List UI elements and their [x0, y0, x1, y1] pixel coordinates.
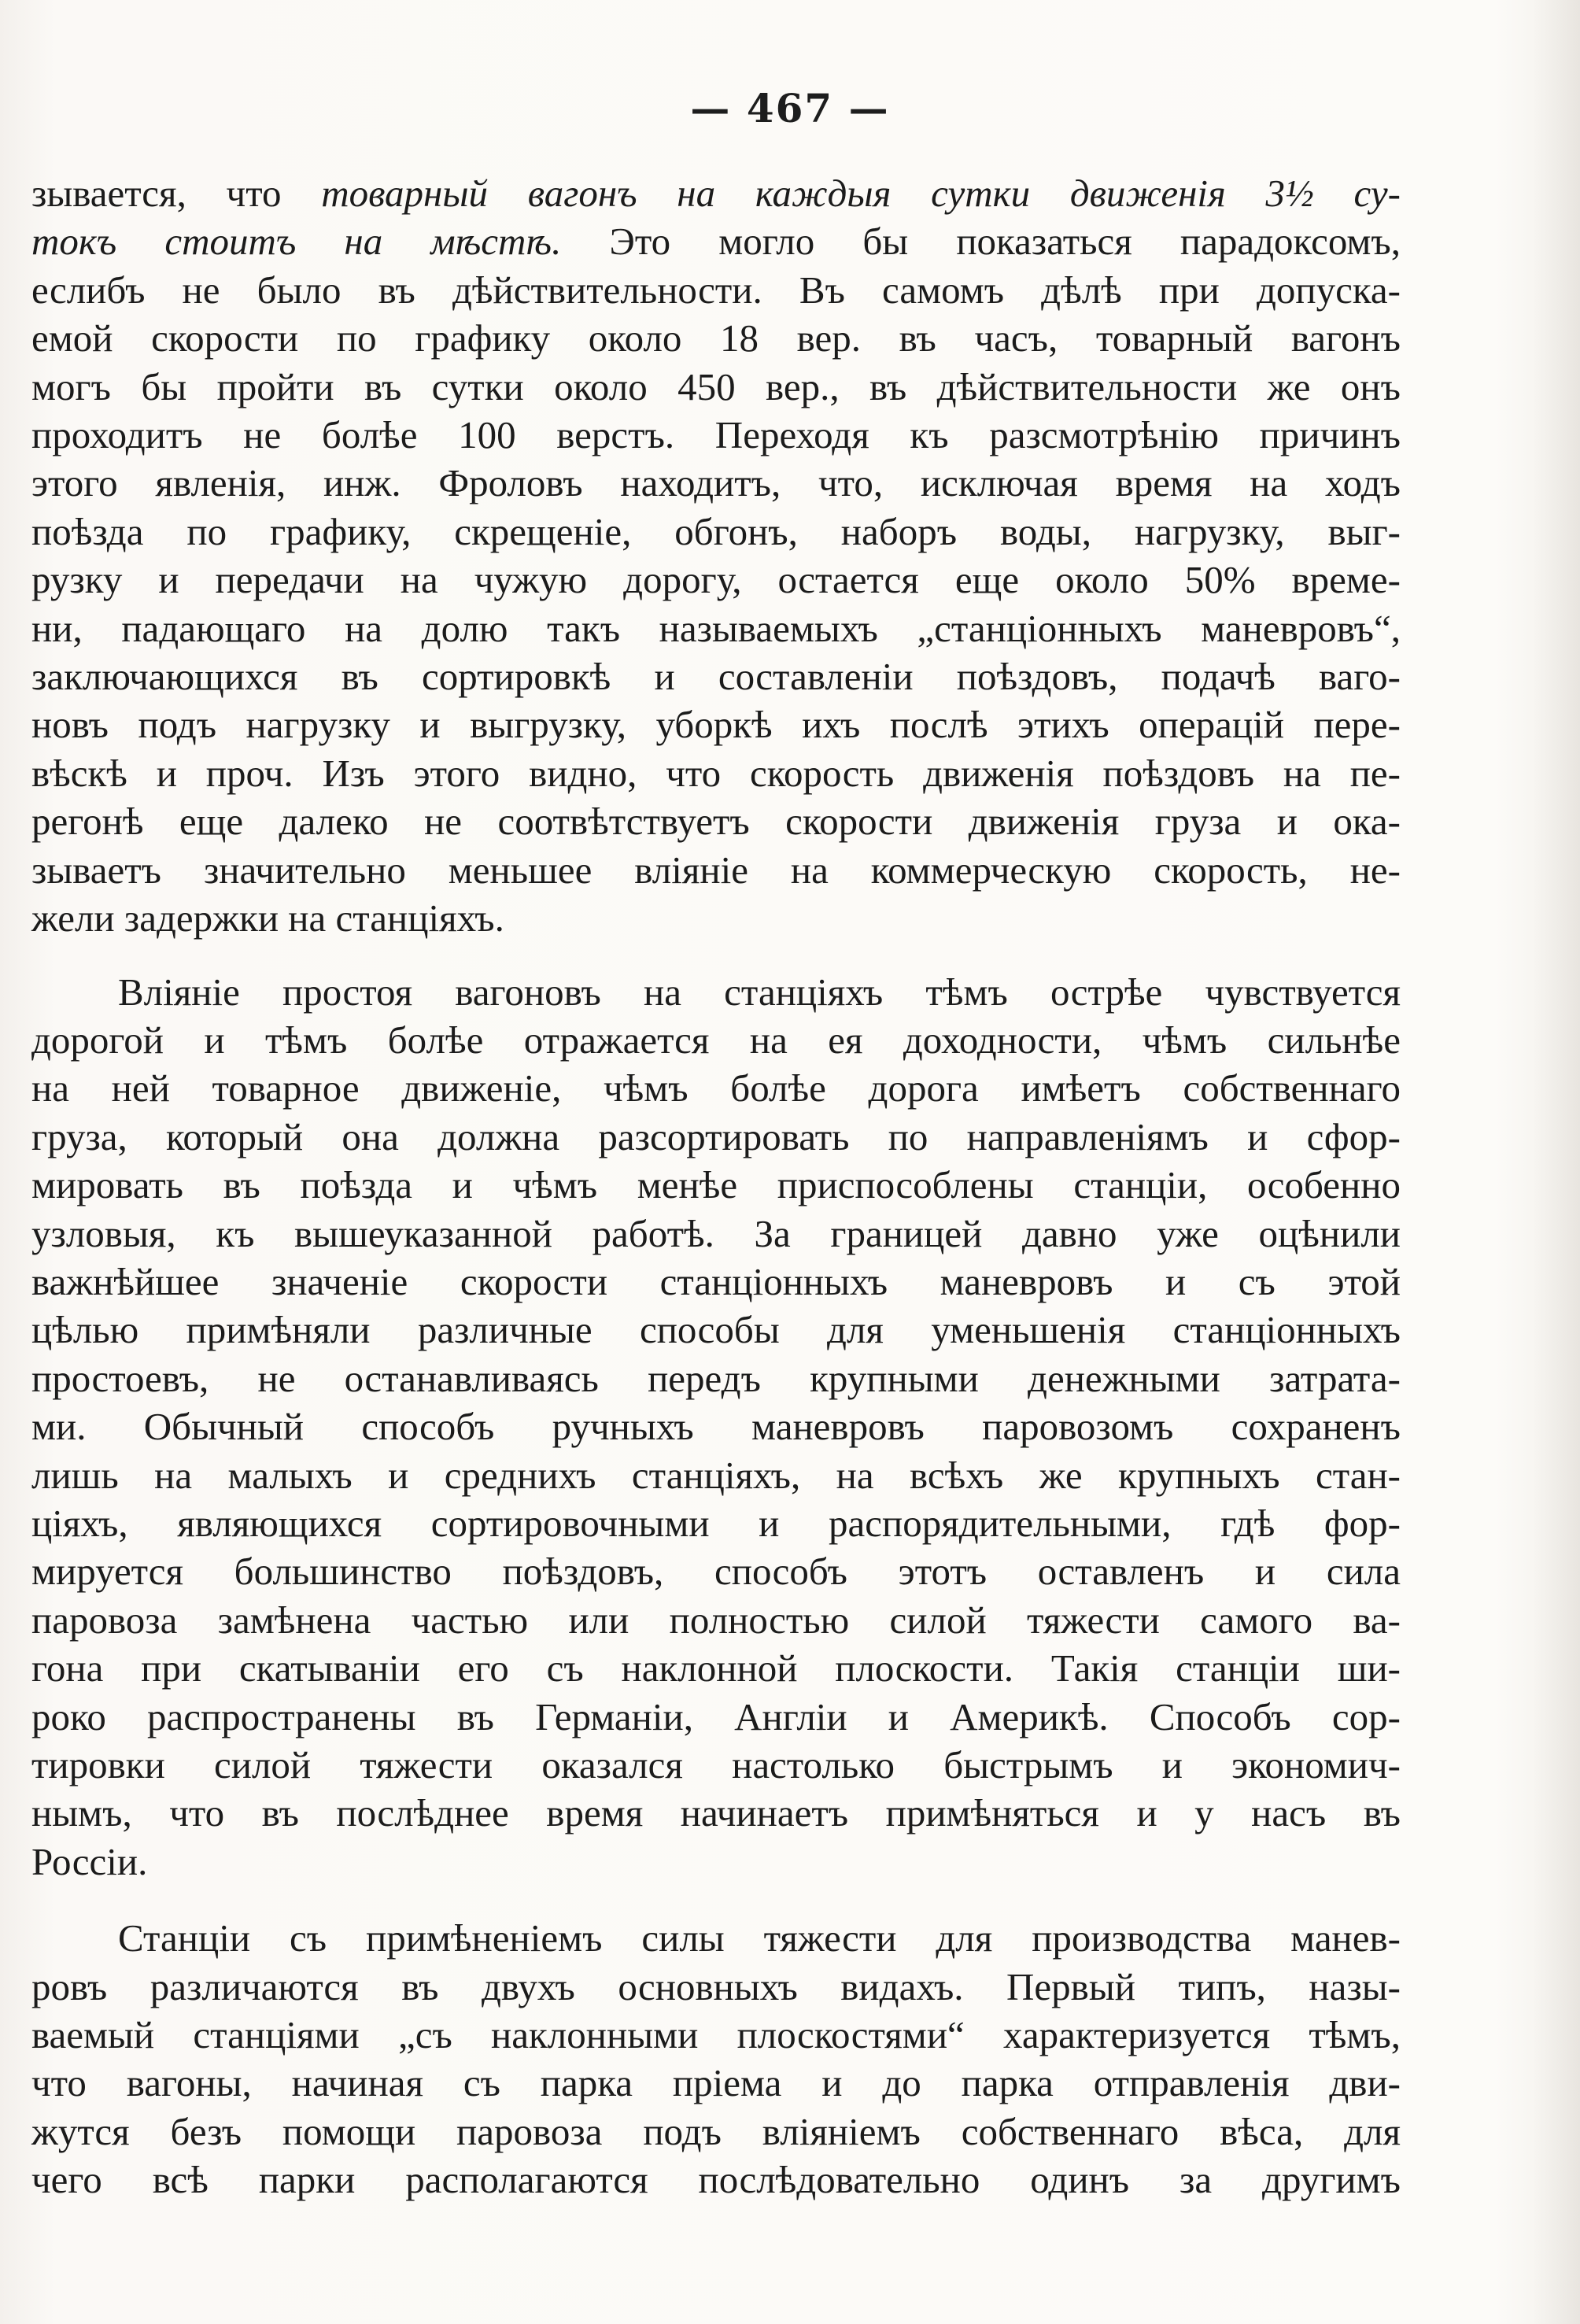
- text-line: новъ подъ нагрузку и выгрузку, уборкѣ ихъ послѣ этихъ операцій пере-: [31, 703, 1401, 747]
- text-line: емой скорости по графику около 18 вер. въ часъ, товарный вагонъ: [31, 316, 1401, 360]
- paragraph-gap: [31, 1886, 1401, 1914]
- text-line: токъ стоитъ на мѣстѣ. Это могло бы показаться парадоксомъ,: [31, 220, 1401, 264]
- text-line: узловыя, къ вышеуказанной работѣ. За границей давно уже оцѣнили: [31, 1211, 1401, 1255]
- text-line: Станціи съ примѣненіемъ силы тяжести для производства манев-: [118, 1916, 1401, 1960]
- paragraph-gap: [31, 943, 1401, 968]
- text-line: поѣзда по графику, скрещеніе, обгонъ, наборъ воды, нагрузку, выг-: [31, 509, 1401, 553]
- text-line: паровоза замѣнена частью или полностью силой тяжести самого ва-: [31, 1598, 1401, 1642]
- text-line: ровъ различаются въ двухъ основныхъ видахъ. Первый типъ, назы-: [31, 1964, 1401, 2008]
- text-line: цѣлью примѣняли различные способы для уменьшенія станціонныхъ: [31, 1308, 1401, 1352]
- text-line: ни, падающаго на долю такъ называемыхъ „станціонныхъ маневровъ“,: [31, 606, 1401, 650]
- text-line: жели задержки на станціяхъ.: [31, 896, 504, 940]
- text-line: важнѣйшее значеніе скорости станціонныхъ маневровъ и съ этой: [31, 1259, 1401, 1303]
- text-line: этого явленія, инж. Фроловъ находитъ, что, исключая время на ходъ: [31, 461, 1401, 505]
- page-number: — 467 —: [690, 85, 890, 131]
- text-line: мируется большинство поѣздовъ, способъ этотъ оставленъ и сила: [31, 1550, 1401, 1594]
- paragraph-3: [31, 1914, 1401, 2204]
- paragraph-2: [31, 968, 1401, 1886]
- text-line: Вліяніе простоя вагоновъ на станціяхъ тѣмъ острѣе чувствуется: [118, 970, 1401, 1014]
- text-line: гона при скатываніи его съ наклонной плоскости. Такія станціи ши-: [31, 1646, 1401, 1690]
- text-line: могъ бы пройти въ сутки около 450 вер., въ дѣйствительности же онъ: [31, 364, 1401, 408]
- text-line: Россіи.: [31, 1839, 148, 1883]
- text-line: зывается, что товарный вагонъ на каждыя сутки движенія 3½ су-: [31, 172, 1401, 215]
- text-line: заключающихся въ сортировкѣ и составленіи поѣздовъ, подачѣ ваго-: [31, 655, 1401, 699]
- page-edge-shadow: [1533, 0, 1580, 2324]
- text-line: рузку и передачи на чужую дорогу, остается еще около 50% време-: [31, 558, 1401, 602]
- text-line: что вагоны, начиная съ парка пріема и до парка отправленія дви-: [31, 2061, 1401, 2105]
- text-line: ми. Обычный способъ ручныхъ маневровъ паровозомъ сохраненъ: [31, 1405, 1401, 1449]
- text-line: еслибъ не было въ дѣйствительности. Въ самомъ дѣлѣ при допуска-: [31, 268, 1401, 312]
- text-line: регонѣ еще далеко не соотвѣтствуетъ скорости движенія груза и ока-: [31, 800, 1401, 844]
- text-line: чего всѣ парки располагаются послѣдовательно одинъ за другимъ: [31, 2158, 1401, 2202]
- text-line: жутся безъ помощи паровоза подъ вліяніемъ собственнаго вѣса, для: [31, 2109, 1401, 2153]
- text-line: проходитъ не болѣе 100 верстъ. Переходя къ разсмотрѣнію причинъ: [31, 413, 1401, 457]
- text-line: на ней товарное движеніе, чѣмъ болѣе дорога имѣетъ собственнаго: [31, 1066, 1401, 1110]
- text-line: ціяхъ, являющихся сортировочными и распорядительными, гдѣ фор-: [31, 1501, 1401, 1545]
- text-line: ваемый станціями „съ наклонными плоскостями“ характеризуется тѣмъ,: [31, 2013, 1401, 2057]
- body-text: [31, 169, 1401, 2204]
- text-line: нымъ, что въ послѣднее время начинаетъ примѣняться и у насъ въ: [31, 1791, 1401, 1835]
- text-line: груза, который она должна разсортировать по направленіямъ и сфор-: [31, 1114, 1401, 1158]
- text-line: простоевъ, не останавливаясь передъ крупными денежными затрата-: [31, 1356, 1401, 1400]
- paragraph-1: [31, 169, 1401, 943]
- text-line: дорогой и тѣмъ болѣе отражается на ея доходности, чѣмъ сильнѣе: [31, 1018, 1401, 1062]
- text-line: мировать въ поѣзда и чѣмъ менѣе приспособлены станціи, особенно: [31, 1163, 1401, 1207]
- text-line: лишь на малыхъ и среднихъ станціяхъ, на всѣхъ же крупныхъ стан-: [31, 1453, 1401, 1497]
- text-line: роко распространены въ Германіи, Англіи и Америкѣ. Способъ сор-: [31, 1694, 1401, 1738]
- text-line: вѣскѣ и проч. Изъ этого видно, что скорость движенія поѣздовъ на пе-: [31, 751, 1401, 795]
- text-line: тировки силой тяжести оказался настолько быстрымъ и экономич-: [31, 1743, 1401, 1786]
- text-line: зываетъ значительно меньшее вліяніе на коммерческую скорость, не-: [31, 848, 1401, 892]
